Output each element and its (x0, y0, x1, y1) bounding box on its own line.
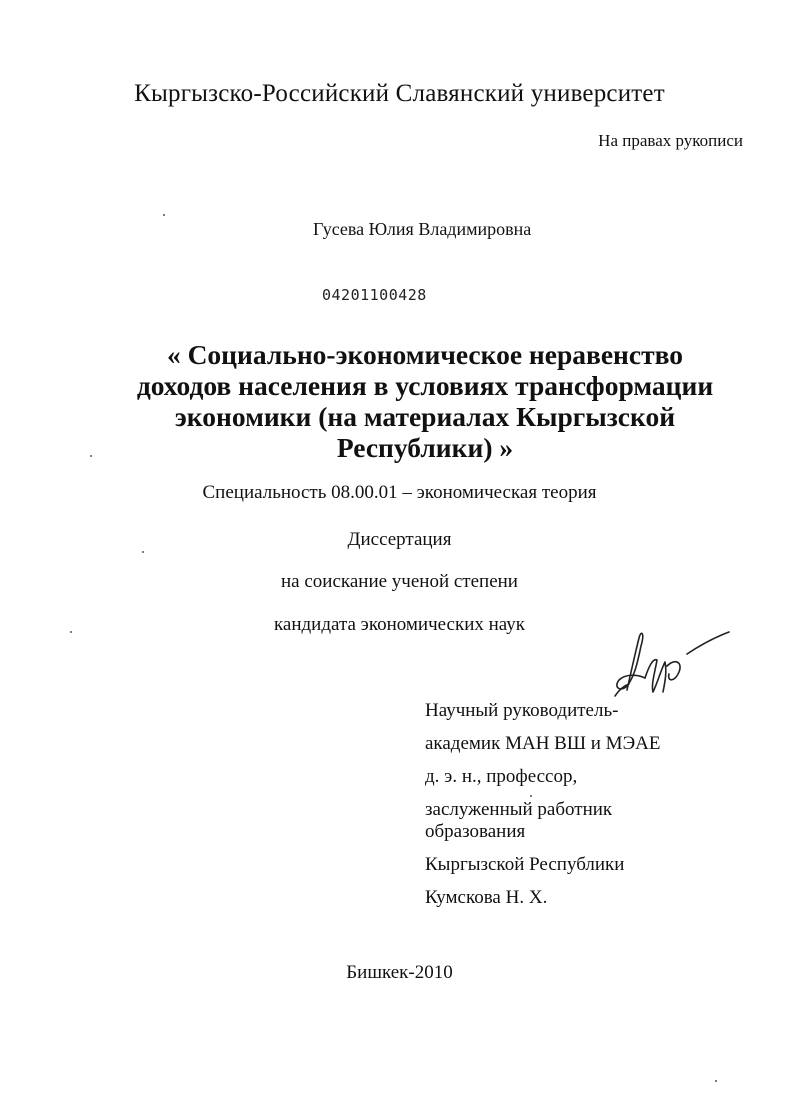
advisor-title-3: заслуженный работник (425, 799, 613, 820)
manuscript-note: На правах рукописи (598, 131, 743, 150)
author-name: Гусева Юлия Владимировна (313, 219, 532, 239)
registration-number-stamp: 04201100428 (322, 286, 427, 304)
specialty-line: Специальность 08.00.01 – экономическая теория (202, 482, 597, 503)
dissertation-title (60, 339, 790, 463)
advisor-title-5: Кыргызской Республики (425, 854, 625, 875)
scan-speck (70, 631, 72, 633)
place-and-year: Бишкек-2010 (346, 962, 453, 983)
degree-line-1: на соискание ученой степени (281, 571, 518, 592)
advisor-title-1: академик МАН ВШ и МЭАЕ (425, 733, 661, 754)
advisor-name: Кумскова Н. Х. (425, 887, 548, 908)
scan-speck (142, 551, 144, 553)
title-line-4: Республики) » (336, 432, 514, 463)
scan-speck (163, 214, 165, 216)
advisor-role: Научный руководитель- (425, 700, 619, 721)
title-line-1: « Социально-экономическое неравенство (166, 339, 684, 370)
title-line-3: экономики (на материалах Кыргызской (174, 401, 676, 432)
title-line-2: доходов населения в условиях трансформации (136, 370, 714, 401)
scan-speck (90, 455, 92, 457)
scientific-advisor-block (425, 700, 660, 909)
university-name: Кыргызско-Российский Славянский университет (134, 80, 665, 107)
scan-speck (530, 795, 532, 797)
advisor-title-4: образования (425, 821, 526, 842)
document-type: Диссертация (347, 529, 452, 550)
advisor-title-2: д. э. н., профессор, (425, 766, 578, 787)
scan-speck (715, 1080, 717, 1082)
handwritten-signature (605, 620, 735, 700)
degree-line-2: кандидата экономических наук (273, 614, 526, 635)
